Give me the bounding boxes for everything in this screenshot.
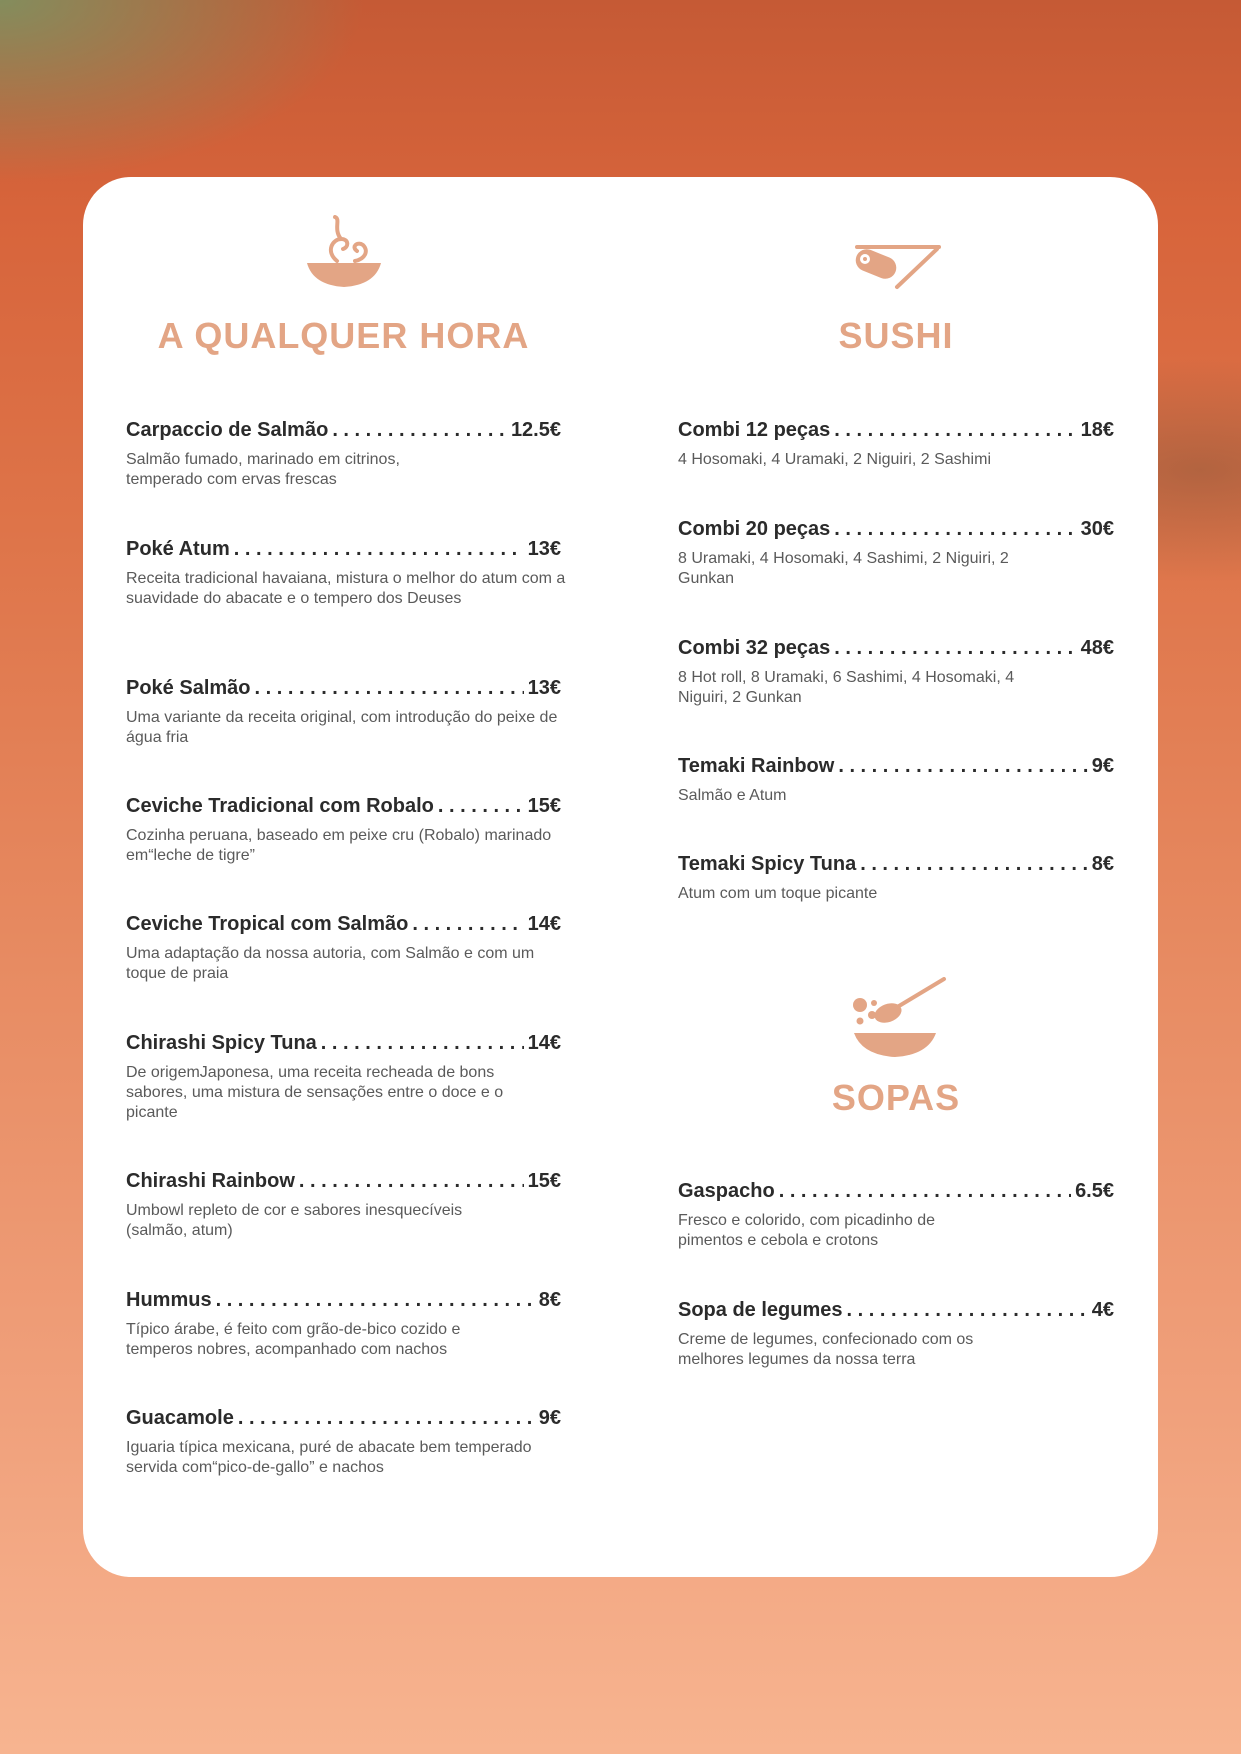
item-price: 6.5€ [1075,1180,1114,1202]
item-description: Iguaria típica mexicana, puré de abacate bem temperado servida com“pico-de-gallo” e nachos [126,1439,532,1476]
item-description: Cozinha peruana, baseado em peixe cru (Robalo) marinado em“leche de tigre” [126,827,552,864]
menu-item [126,419,561,490]
section-title: SUSHI [838,315,954,356]
item-description: 4 Hosomaki, 4 Uramaki, 2 Niguiri, 2 Sashimi [678,451,991,468]
sushi-roll-chopsticks-icon [851,243,941,293]
item-price: 14€ [527,913,561,935]
soup-bowl-ladle-icon [844,977,948,1057]
menu-item [678,1299,1114,1370]
item-name: Chirashi Spicy Tuna [126,1032,317,1054]
menu-item [126,795,561,866]
item-price: 8€ [1091,853,1114,875]
item-price: 13€ [527,538,561,560]
item-description: Umbowl repleto de cor e sabores inesquecíveis (salmão, atum) [126,1202,463,1239]
item-price: 4€ [1091,1299,1114,1321]
menu-item [126,913,561,984]
item-description: Salmão fumado, marinado em citrinos, temperado com ervas frescas [126,451,400,488]
item-name: Ceviche Tradicional com Robalo [126,795,434,817]
item-name: Ceviche Tropical com Salmão [126,913,409,935]
menu-item [126,538,566,609]
item-description: Salmão e Atum [678,787,787,804]
item-name: Temaki Spicy Tuna [678,853,857,875]
item-name: Temaki Rainbow [678,755,835,777]
menu-item [678,637,1114,708]
section-title: SOPAS [831,1077,961,1118]
item-price: 15€ [527,1170,561,1192]
menu-item [678,419,1114,470]
item-price: 9€ [538,1407,561,1429]
item-name: Poké Salmão [126,677,251,699]
item-name: Gaspacho [678,1180,775,1202]
item-price: 30€ [1080,518,1114,540]
menu-item [678,518,1114,589]
item-price: 14€ [527,1032,561,1054]
item-name: Carpaccio de Salmão [126,419,329,441]
item-price: 18€ [1080,419,1114,441]
menu-item [126,1170,561,1241]
steaming-bowl-icon [303,215,385,291]
item-price: 9€ [1091,755,1114,777]
menu-item [678,1180,1114,1251]
item-price: 13€ [527,677,561,699]
item-description: Receita tradicional havaiana, mistura o melhor do atum com a suavidade do abacate e o tempero dos Deuses [126,570,566,607]
item-name: Hummus [126,1289,212,1311]
item-name: Combi 32 peças [678,637,831,659]
item-price: 12.5€ [510,419,561,441]
menu-item [126,1289,561,1360]
menu-item [126,1407,561,1478]
item-name: Guacamole [126,1407,234,1429]
item-price: 15€ [527,795,561,817]
item-name: Combi 20 peças [678,518,831,540]
item-name: Combi 12 peças [678,419,831,441]
item-name: Chirashi Rainbow [126,1170,295,1192]
item-name: Poké Atum [126,538,230,560]
menu-item [126,1032,561,1123]
section-title: A QUALQUER HORA [157,315,530,356]
menu-item [126,677,561,748]
item-description: 8 Uramaki, 4 Hosomaki, 4 Sashimi, 2 Niguiri, 2 Gunkan [678,550,1009,587]
item-description: Fresco e colorido, com picadinho de pimentos e cebola e crotons [678,1212,936,1249]
item-description: De origemJaponesa, uma receita recheada de bons sabores, uma mistura de sensações entre o doce e o picante [126,1064,504,1121]
menu-item [678,853,1114,904]
item-name: Sopa de legumes [678,1299,843,1321]
item-description: 8 Hot roll, 8 Uramaki, 6 Sashimi, 4 Hosomaki, 4 Niguiri, 2 Gunkan [678,669,1015,706]
item-description: Uma variante da receita original, com introdução do peixe de água fria [126,709,558,746]
item-description: Uma adaptação da nossa autoria, com Salmão e com um toque de praia [126,945,535,982]
item-price: 48€ [1080,637,1114,659]
item-description: Creme de legumes, confecionado com os melhores legumes da nossa terra [678,1331,974,1368]
item-description: Típico árabe, é feito com grão-de-bico cozido e temperos nobres, acompanhado com nachos [126,1321,461,1358]
menu-card [83,177,1158,1577]
item-description: Atum com um toque picante [678,885,878,902]
menu-item [678,755,1114,806]
item-price: 8€ [538,1289,561,1311]
